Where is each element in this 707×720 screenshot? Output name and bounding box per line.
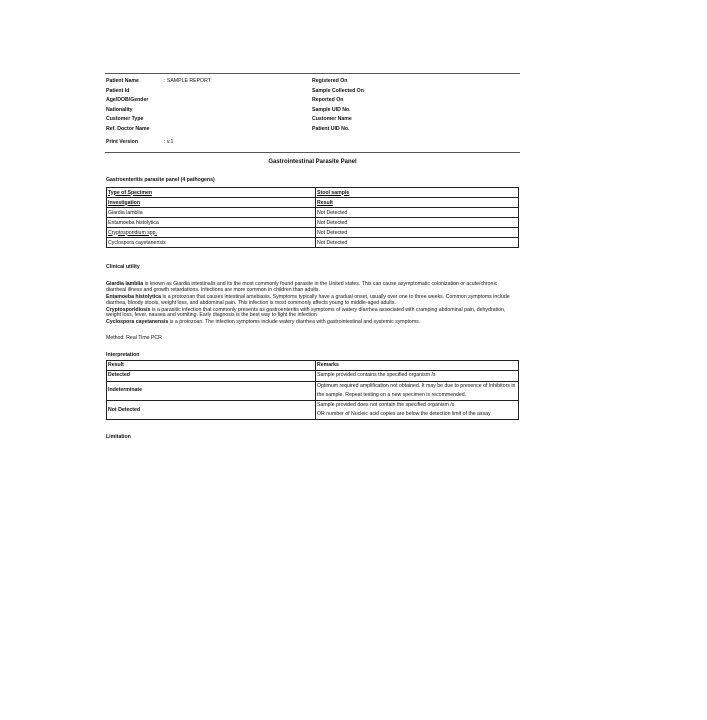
investigation-header: Investigation: [107, 198, 316, 208]
specimen-table: [106, 187, 519, 248]
info-label: Ref. Doctor Name: [106, 125, 150, 132]
result-column-header: Result: [107, 361, 316, 371]
clinical-utility-heading: Clinical utility: [106, 264, 140, 270]
info-label: Sample Collected On: [312, 87, 364, 94]
info-value: : v.1: [164, 138, 174, 145]
info-label: Age/DOB/Gender: [106, 97, 149, 104]
investigation-name: Cyclospora cayetanensis: [107, 238, 316, 248]
report-title: Gastrointestinal Parasite Panel: [268, 159, 357, 165]
patient-info-left: [106, 77, 211, 147]
info-row-age-dob-gender: [106, 96, 211, 106]
result-header: Result: [316, 198, 519, 208]
table-row: [107, 238, 519, 248]
table-row: [107, 228, 519, 238]
paragraph-text: is a protozoan. The infection symptoms include watery diarrhea with gastrointestinal and systemic symptoms.: [168, 319, 421, 326]
info-label: Customer Type: [106, 116, 144, 123]
info-label: Patient Id: [106, 87, 130, 94]
organism-term: Entamoeba histolytica: [106, 293, 162, 300]
clinical-paragraph: [106, 295, 517, 307]
info-label: Reported On: [312, 97, 344, 104]
info-row-sample-collected-on: [312, 87, 370, 97]
info-label: Patient Name: [106, 78, 139, 84]
info-row-patient-uid: [312, 125, 370, 135]
investigation-name: Giardia lamblia: [107, 208, 316, 218]
info-label: Customer Name: [312, 116, 352, 123]
paragraph-text: is a protozoan that causes intestinal amebiasis. Symptoms typically have a gradual onset, usually over one to three weeks. Common symptoms include diarrhea, bloody stools, weight loss, and abdominal pain. This infection is most commonly affects young to middle-aged adults.: [106, 293, 510, 306]
info-label: Sample UID No.: [312, 106, 351, 113]
investigation-name: Cryptosporidium spp.: [107, 228, 316, 238]
patient-info-right: [312, 77, 370, 135]
remarks-column-header: Remarks: [316, 361, 519, 371]
report-page: [105, 73, 520, 440]
interpretation-table: [106, 360, 519, 420]
paragraph-text: is known as Giardia intestinalis and its the most commonly found parasite in the United states. This can cause asymptomatic colonization or acute/chronic diarrheal illness and growth retardations. Infections are more common in children than adults.: [106, 281, 498, 293]
table-row: [107, 381, 519, 400]
interpretation-heading: Interpretation: [106, 352, 140, 359]
interpretation-remark: Sample provided contains the specified organism /s: [316, 371, 519, 381]
info-row-patient-id: [106, 87, 211, 97]
interpretation-remarks-cell: [316, 400, 519, 419]
header-bottom-rule: [105, 152, 520, 153]
interpretation-remark: Sample provided does not contain the specified organism /s: [317, 401, 455, 408]
table-row: [107, 188, 519, 198]
organism-term: Giardia lamblia: [106, 281, 144, 287]
info-row-customer-name: [312, 115, 370, 125]
info-label: Patient UID No.: [312, 125, 350, 132]
info-value: : SAMPLE REPORT: [164, 78, 211, 84]
table-row: [107, 208, 519, 218]
organism-term: Cryptosporidiosis: [106, 306, 151, 313]
specimen-type-label: Type of Specimen: [107, 188, 316, 198]
specimen-type-value: Stool sample: [316, 188, 519, 198]
info-row-patient-name: [106, 77, 211, 87]
investigation-name: Entamoeba histolytica: [107, 218, 316, 228]
info-row-nationality: [106, 106, 211, 116]
interpretation-remark: OR number of Nucleic acid copies are below the detection limit of the assay: [317, 411, 491, 418]
investigation-result: Not Detected: [316, 238, 519, 248]
panel-subtitle: Gastroenteritis parasite panel (4 pathogens): [106, 177, 215, 183]
patient-info-header: [105, 74, 520, 152]
clinical-paragraph: [106, 282, 517, 294]
investigation-result: Not Detected: [316, 208, 519, 218]
info-row-customer-type: [106, 115, 211, 125]
info-row-registered-on: [312, 77, 370, 87]
table-row: [107, 198, 519, 208]
info-row-print-version: [106, 138, 211, 148]
limitation-heading: Limitation: [106, 434, 131, 441]
info-row-ref-doctor: [106, 125, 211, 135]
clinical-paragraph: [106, 320, 517, 326]
organism-term: Cyclospora cayetanensis: [106, 319, 169, 326]
table-row: [107, 361, 519, 371]
info-row-reported-on: [312, 96, 370, 106]
method-line: Method: Real Time PCR: [106, 335, 162, 342]
info-label: Nationality: [106, 106, 133, 113]
table-row: [107, 218, 519, 228]
investigation-result: Not Detected: [316, 228, 519, 238]
interpretation-result: Detected: [107, 371, 316, 381]
investigation-result: Not Detected: [316, 218, 519, 228]
table-row: [107, 371, 519, 381]
interpretation-result: Indeterminate: [107, 381, 316, 400]
info-label: Registered On: [312, 78, 348, 84]
interpretation-remark: Optimum required amplification not obtained. It may be due to presence of Inhibitors in the sample. Repeat testing on a new specimen is recommended.: [316, 381, 519, 400]
clinical-paragraph: [106, 308, 517, 320]
paragraph-text: is a parasitic infection that commonly presents as gastroenteritis with symptoms of watery diarrhea associated with cramping abdominal pain, dehydration, weight loss, fever, nausea and vomiting. Early diagnosis is the best way to fight the infection: [106, 306, 506, 319]
interpretation-result: Not Detected: [107, 400, 316, 419]
info-row-sample-uid: [312, 106, 370, 116]
info-label: Print Version: [106, 138, 138, 145]
table-row: [107, 400, 519, 419]
